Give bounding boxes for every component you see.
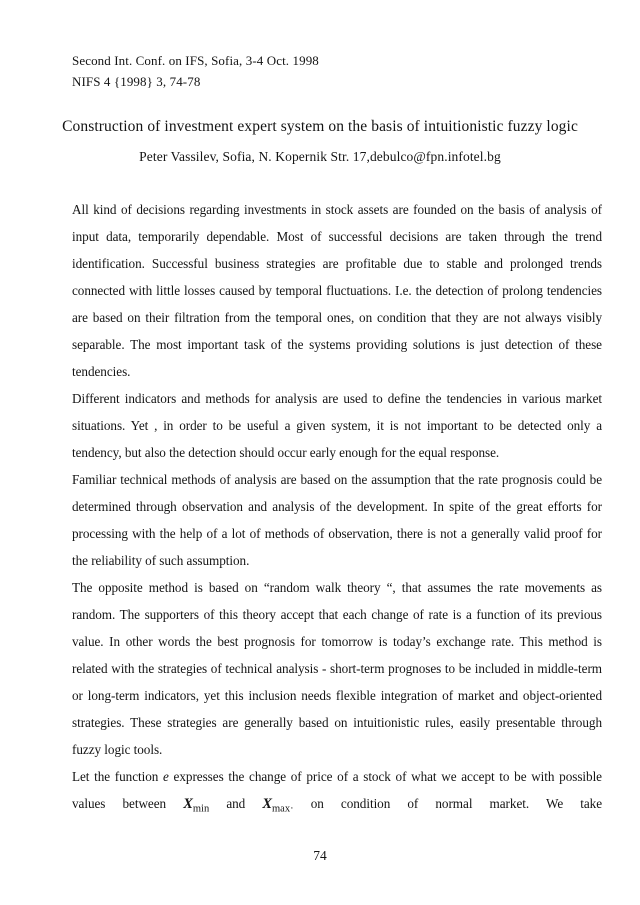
conference-header [72, 50, 319, 92]
math-text-segment: and [209, 796, 263, 811]
x-max-subscript: max· [272, 803, 294, 815]
author-affiliation-line: Peter Vassilev, Sofia, N. Kopernik Str. 17,debulco@fpn.infotel.bg [139, 149, 501, 164]
paragraph-technical-methods: Familiar technical methods of analysis are based on the assumption that the rate prognosis could be determined through observation and analysis of the development. In spite of the great efforts for processing with the help of a lot of methods of observation, there is not a generally valid proof for the reliability of such assumption. [72, 472, 602, 568]
conference-header-line2: NIFS 4 {1998} 3, 74-78 [72, 74, 201, 89]
page-number: 74 [313, 848, 327, 863]
math-text-segment: on condition of normal market. We take [293, 796, 602, 811]
conference-header-line1: Second Int. Conf. on IFS, Sofia, 3-4 Oct. 1998 [72, 53, 319, 68]
paper-title: Construction of investment expert system on the basis of intuitionistic fuzzy logic [62, 118, 578, 135]
math-text-segment: expresses the change of price of a stock of what we accept to be with possible values between [72, 769, 602, 811]
x-min-symbol: X [183, 796, 193, 812]
x-max-symbol: X [262, 796, 273, 812]
function-e-symbol: e [163, 769, 169, 784]
paragraph-introduction: All kind of decisions regarding investments in stock assets are founded on the basis of analysis of input data, temporarily dependable. Most of successful decisions are taken through the trend identification. Successful business strategies are profitable due to stable and prolonged trends connected with little losses caused by temporal fluctuations. I.e. the detection of prolong tendencies are based on their filtration from the temporal ones, on condition that they are not always visibly separable. The most important task of the systems providing solutions is just detection of these tendencies. [72, 202, 602, 379]
math-text-segment: Let the function [72, 769, 164, 784]
paragraph-random-walk: The opposite method is based on “random walk theory “, that assumes the rate movements as random. The supporters of this theory accept that each change of rate is a function of its previous value. In other words the best prognosis for tomorrow is today’s exchange rate. This method is related with the strategies of technical analysis - short-term prognoses to be included in middle-term or long-term indicators, yet this inclusion needs flexible integration of market and object-oriented strategies. These strategies are generally based on intuitionistic rules, easily presentable through fuzzy logic tools. [72, 580, 602, 757]
x-min-subscript: min [192, 803, 210, 815]
body-text [72, 196, 602, 823]
paragraph-indicators: Different indicators and methods for analysis are used to define the tendencies in various market situations. Yet , in order to be useful a given system, it is not important to be detected only a tendency, but also the detection should occur early enough for the equal response. [72, 391, 602, 460]
paragraph-function-definition [72, 763, 602, 823]
